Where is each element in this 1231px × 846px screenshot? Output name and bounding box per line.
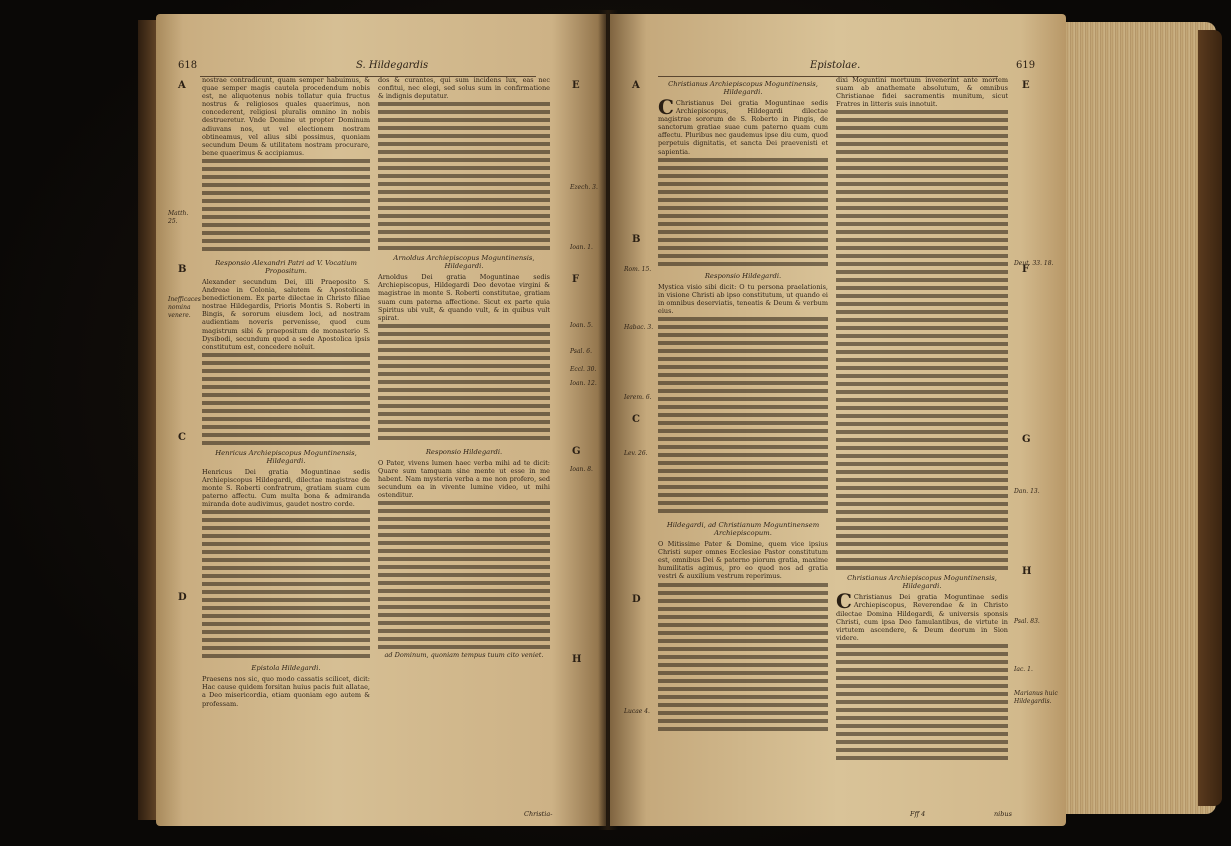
right-column-1 [658,76,828,810]
margin-letter: E [1022,80,1030,91]
paragraph: O Pater, vivens lumen haec verba mihi ad te dicit: Quare sum tamquam sine mente ut esse in me habent. Nam mysteria verba a me non profero, sed secundum ea in vivente lumine video, ut mihi ostenditur. [378,458,550,500]
text-block [836,110,1008,570]
catchword: nibus [994,810,1012,818]
page-number: 618 [178,60,198,71]
margin-letter: H [1022,566,1032,577]
paragraph: Mystica visio sibi dicit: O tu persona praelationis, in visione Christi ab ipso constitutum, ut quando ei in omnibus deserviatis, teneatis & Deum & verbum eius. [658,282,828,315]
margin-note: Ioan. 5. [570,322,593,329]
margin-letter: B [178,264,187,275]
letter-heading: Responsio Alexandri Patri ad V. Vocatium Propositum. [215,258,357,275]
paragraph: dixi Moguntini mortuum invenerint ante mortem suam ab anathemate absolutum, & omnibus Christianae fidei sacramentis munitum, sicut Fratres in litteris suis innotuit. [836,76,1008,109]
closing-line: ad Dominum, quoniam tempus tuum cito veniet. [384,651,544,660]
text-block [836,644,1008,764]
right-column-2 [836,76,1008,810]
text-block [202,353,370,445]
text-block [378,324,550,444]
margin-letter: D [178,592,187,603]
margin-note: Dan. 13. [1014,488,1040,495]
signature-mark: Fff 4 [910,810,926,818]
left-column-1 [202,76,370,810]
running-head: Epistolae. [810,60,861,71]
margin-note: Lev. 26. [624,450,648,457]
margin-letter: F [572,274,580,285]
text-block [202,159,370,255]
margin-note: Ezech. 3. [570,184,598,191]
margin-note: Eccl. 30. [570,366,597,373]
margin-note: Psal. 6. [570,348,592,355]
text-block [658,317,828,517]
letter-heading: Responsio Hildegardi. [704,271,782,280]
margin-note: Rom. 15. [624,266,652,273]
margin-note: Psal. 83. [1014,618,1040,625]
letter-heading: Responsio Hildegardi. [425,447,503,456]
margin-letter: E [572,80,580,91]
left-page [156,14,606,826]
page-number: 619 [1016,60,1036,71]
letter-heading: Christianus Archiepiscopus Moguntinensis, Hildegardi. [847,574,997,591]
right-cover-board [1198,30,1222,806]
text-block [658,158,828,268]
margin-letter: H [572,654,582,665]
margin-letter: G [1022,434,1031,445]
margin-letter: C [178,432,186,443]
paragraph: nostrae contradicunt, quam semper habuimus, & quae semper magis cautela procedendum nobis est, ne aliquotenus nobis tollatur quia fructus nostrus & religiosos quales quaerimus, non concederent, religiosi pluralis omnino in nobis destrueretur. Vnde Domine ut propter Dominum adiuvans nos, ut vel electionem nostram obtineamus, vel alius sibi possimus, quoniam secundum Deum & utilitatem nostram procurare, bene quaerimus & accipiamus. [202,76,370,157]
margin-note: Iac. 1. [1014,666,1033,673]
paragraph: Praesens nos sic, quo modo cassatis scilicet, dicit: Hac cause quidem forsitan huius pacis fuit allatae, a Deo misericordia, etiam quoniam ego autem & professam. [202,675,370,708]
paragraph: Alexander secundum Dei, illi Praeposito S. Andreae in Colonia, salutem & Apostolicam benedictionem. Ex parte dilectae in Christo filiae nostrae Hildegardis, Prioris Montis S. Roberti in Bingis, & sororum eiusdem loci, ad nostram audientiam noveris pervenisse, quod cum magistrum sibi & praepositum de monasterio S. Dysibodi, secundum quod a sede Apostolica ipsis constitutum est, concedere noluit. [202,277,370,351]
paragraph: O Mitissime Pater & Domine, quem vice ipsius Christi super omnes Ecclesiae Pastor constitutum est, omnibus Dei & paterno piorum gratia, maxime humilitatis agimus, pro eo quod nos ad gratia vestri & auxilium vestrum reperimus. [658,540,828,581]
margin-letter: D [632,594,641,605]
letter-heading: Epistola Hildegardi. [251,664,321,673]
paragraph-text: Christianus Dei gratia Moguntinae sedis Archiepiscopus, Reverendae & in Christo dilectae Domina Hildegardi, & universis sponsis Christi, cum ipsa Deo famulantibus, de virtute in virtutem ascendere, & Deum deorum in Sion videre. [836,593,1008,642]
paragraph [658,95,828,156]
paragraph: Henricus Dei gratia Moguntinae sedis Archiepiscopus Hildegardi, dilectae magistrae de monte S. Roberti confratrum, gratiam suam cum paterno affectu. Cum multa bona & admiranda miranda dote audivimus, gaudet nostro corde. [202,467,370,509]
margin-letter: A [632,80,640,91]
margin-letter: C [632,414,640,425]
text-block [202,510,370,660]
margin-letter: G [572,446,581,457]
drop-capital: C [836,589,852,614]
text-block [378,501,550,651]
margin-note: Matth. 25. [168,210,189,225]
left-column-2 [378,76,550,810]
paragraph: Arnoldus Dei gratia Moguntinae sedis Archiepiscopus, Hildegardi Deo devotae virgini & magistrae in monte S. Roberti constitutae, gratiam suam cum paterna affectione. Sicut ex parte quia Spiritus ubi vult, & quando vult, & in quibus vult spirat. [378,273,550,322]
margin-note: Habac. 3. [624,324,654,331]
letter-heading: Hildegardi, ad Christianum Moguntinensem Archiepiscopum. [666,521,820,538]
margin-letter: A [178,80,186,91]
margin-note: Inefficaces nomina venere. [168,296,201,319]
margin-note: Deut. 33. 18. [1014,260,1054,267]
right-page [610,14,1066,826]
paragraph: dos & curantes, qui sum incidens lux, eas nec confitui, nec elegi, sed solus sum in confirmatione & indignis deputatur. [378,76,550,101]
letter-heading: Christianus Archiepiscopus Moguntinensis, Hildegardi. [668,80,818,96]
running-head: S. Hildegardis [356,60,429,71]
text-block [378,102,550,250]
margin-note: Ioan. 8. [570,466,593,473]
letter-heading: Arnoldus Archiepiscopus Moguntinensis, Hildegardi. [393,254,535,271]
text-block [658,583,828,733]
margin-note: Marianus huic Hildegardis. [1014,690,1058,705]
margin-letter: F [1022,264,1030,275]
drop-capital: C [658,95,674,119]
page-edges [1066,22,1216,814]
catchword: Christia- [524,810,553,818]
margin-note: Lucae 4. [624,708,650,715]
paragraph [836,589,1008,642]
paragraph-text: Christianus Dei gratia Moguntinae sedis Archiepiscopus, Hildegardi dilectae magistrae sororum de S. Roberto in Pingis, de sanctorum gratiae suae cum paterno quam cum affectu. Pluribus nec gaudemus ipse diu cum, quod perpetuis dignitatis, et sancta Dei praevenisti et sapientia. [658,99,828,156]
margin-note: Ioan. 12. [570,380,597,387]
letter-heading: Henricus Archiepiscopus Moguntinensis, Hildegardi. [215,448,357,465]
margin-letter: B [632,234,641,245]
margin-note: Ioan. 1. [570,244,593,251]
margin-note: Ierem. 6. [624,394,652,401]
